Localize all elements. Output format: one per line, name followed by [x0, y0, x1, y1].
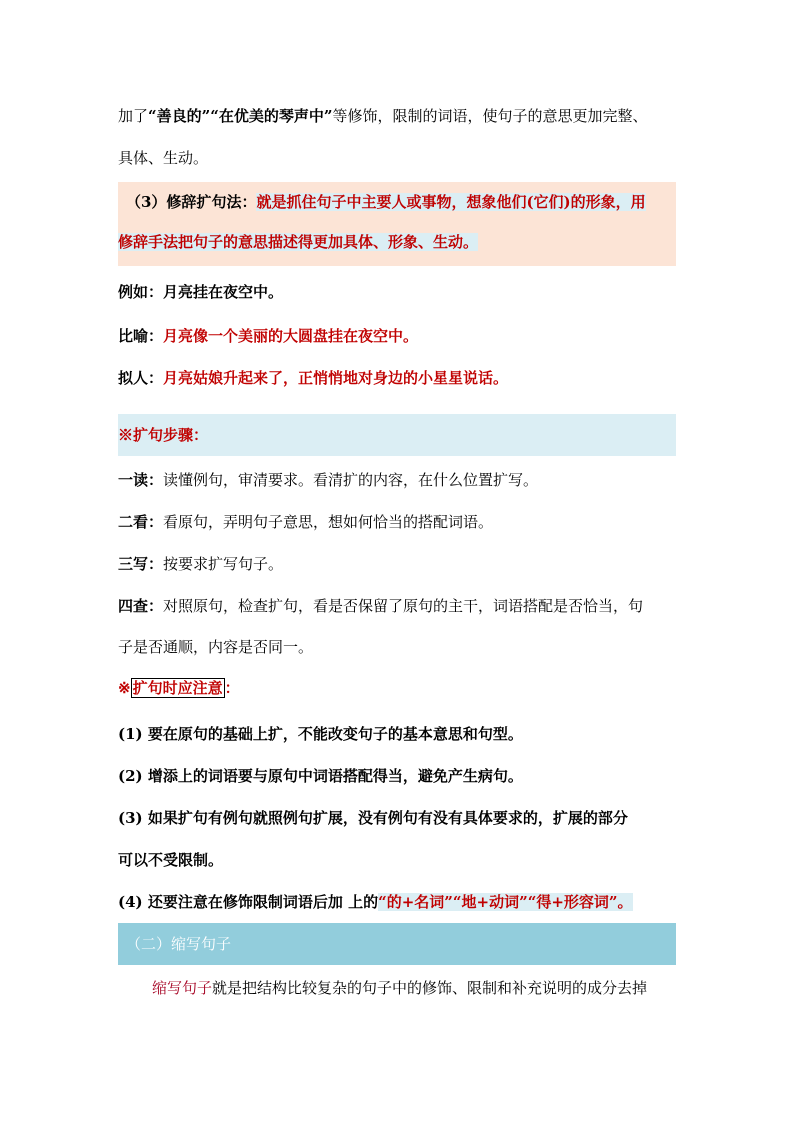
section-heading-box [118, 923, 676, 965]
rhetoric-method-box [118, 182, 676, 266]
simile-line [118, 326, 418, 346]
steps-title: ※扩句步骤： [118, 426, 209, 444]
step-label: 四查： [118, 597, 164, 615]
step-write [118, 554, 283, 574]
notes-title [118, 678, 240, 698]
section-term: 缩写句子 [152, 979, 213, 997]
rhetoric-line-1 [126, 192, 646, 212]
note-item: (3) 如果扩句有例句就照例句扩展，没有例句有没有具体要求的，扩展的部分 [118, 809, 628, 827]
note-highlight: “的+名词”“地+动词”“得+形容词”。 [378, 893, 633, 911]
steps-heading-box [118, 414, 676, 456]
section-text: 就是把结构比较复杂的句子中的修饰、限制和补充说明的成分去掉 [212, 979, 648, 997]
note-text: (4) 还要注意在修饰限制词语后加 上的 [118, 893, 379, 911]
personification-label: 拟人： [118, 369, 164, 387]
step-label: 一读： [118, 471, 164, 489]
quoted-phrases: “善良的”“在优美的琴声中” [148, 107, 333, 125]
step-text: 对照原句，检查扩句，看是否保留了原句的主干，词语搭配是否恰当，句 [163, 597, 644, 615]
text: 等修饰，限制的词语，使句子的意思更加完整、 [332, 107, 648, 125]
section-paragraph [118, 978, 647, 998]
note-item-cont: 可以不受限制。 [118, 851, 224, 869]
rhetoric-line-2 [118, 232, 478, 252]
step-text: 按要求扩写句子。 [163, 555, 284, 573]
rhetoric-label: （3）修辞扩句法： [126, 193, 257, 211]
section-title: （二）缩写句子 [126, 935, 232, 953]
personification-line [118, 368, 508, 388]
step-check-cont: 子是否通顺，内容是否同一。 [118, 638, 314, 656]
rhetoric-definition: 就是抓住句子中主要人或事物，想象他们(它们)的形象，用 [256, 193, 646, 211]
text: 加了 [118, 107, 149, 125]
step-label: 二看： [118, 513, 164, 531]
step-text: 看原句，弄明句子意思，想如何恰当的搭配词语。 [163, 513, 494, 531]
simile-text: 月亮像一个美丽的大圆盘挂在夜空中。 [163, 327, 419, 345]
step-read [118, 470, 538, 490]
notes-suffix: ： [224, 679, 240, 697]
notes-title-text: 扩句时应注意 [132, 679, 223, 697]
notes-prefix: ※ [118, 679, 131, 697]
step-label: 三写： [118, 555, 164, 573]
simile-label: 比喻： [118, 327, 164, 345]
note-item: (1) 要在原句的基础上扩，不能改变句子的基本意思和句型。 [118, 725, 523, 743]
example-line [118, 282, 283, 302]
paragraph-continued [118, 106, 648, 126]
example-text: 月亮挂在夜空中。 [163, 283, 284, 301]
personification-text: 月亮姑娘升起来了，正悄悄地对身边的小星星说话。 [163, 369, 509, 387]
rhetoric-definition-cont: 修辞手法把句子的意思描述得更加具体、形象、生动。 [118, 233, 479, 251]
step-text: 读懂例句，审清要求。看清扩的内容，在什么位置扩写。 [163, 471, 539, 489]
note-item-last [118, 892, 633, 912]
example-label: 例如： [118, 283, 164, 301]
note-item: (2) 增添上的词语要与原句中词语搭配得当，避免产生病句。 [118, 767, 523, 785]
step-look [118, 512, 493, 532]
step-check [118, 596, 643, 616]
paragraph-end: 具体、生动。 [118, 149, 209, 167]
